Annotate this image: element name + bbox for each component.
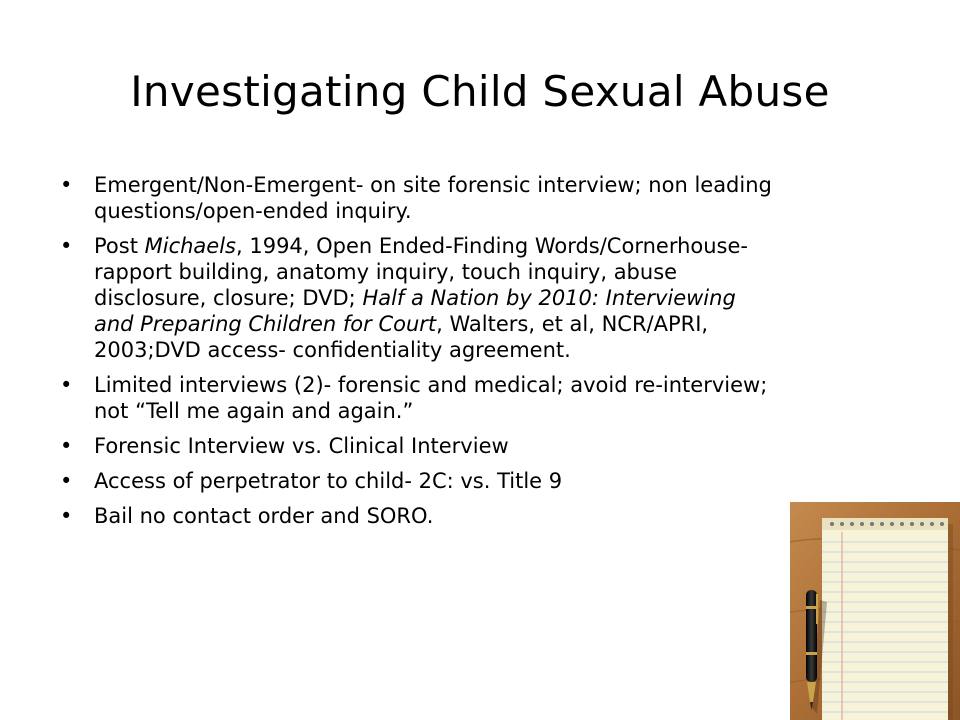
bullet-item [60, 172, 780, 224]
dvd-title: Half a Nation by 2010: Interviewing and Preparing Children for Court [94, 286, 736, 336]
bullet-text: Forensic Interview vs. Clinical Interview [94, 434, 509, 458]
notepad-illustration [790, 502, 960, 720]
slide-title: Investigating Child Sexual Abuse [130, 67, 830, 116]
bullet-text: Limited interviews (2)- forensic and medical; avoid re-interview; not “Tell me again and again.” [94, 373, 768, 423]
bullet-text-segment: , 1994, Open Ended-Finding Words/Cornerhouse- rapport building, anatomy inquiry, touch inquiry, abuse disclosure, closure; DVD; [94, 234, 748, 310]
bullet-item [60, 233, 780, 363]
bullet-text [94, 234, 748, 362]
case-name: Michaels [144, 234, 236, 258]
bullet-dot-icon: • [60, 434, 73, 458]
bullet-text: Bail no contact order and SORO. [94, 504, 434, 528]
bullet-dot-icon: • [60, 173, 73, 197]
notepad-with-pen-icon [790, 502, 960, 720]
bullet-dot-icon: • [60, 504, 73, 528]
bullet-dot-icon: • [60, 469, 73, 493]
bullet-text-segment: , Walters, et al, NCR/APRI, 2003;DVD access- confidentiality agreement. [94, 312, 709, 362]
bullet-text: Emergent/Non-Emergent- on site forensic interview; non leading questions/open-ended inquiry. [94, 173, 772, 223]
bullet-text-segment: Post [94, 234, 145, 258]
bullet-dot-icon: • [60, 234, 73, 258]
bullet-dot-icon: • [60, 373, 73, 397]
bullet-item [60, 433, 780, 459]
bullet-item [60, 468, 780, 494]
bullet-item [60, 372, 780, 424]
bullet-list [60, 172, 780, 538]
bullet-text: Access of perpetrator to child- 2C: vs. Title 9 [94, 469, 563, 493]
bullet-item [60, 503, 780, 529]
